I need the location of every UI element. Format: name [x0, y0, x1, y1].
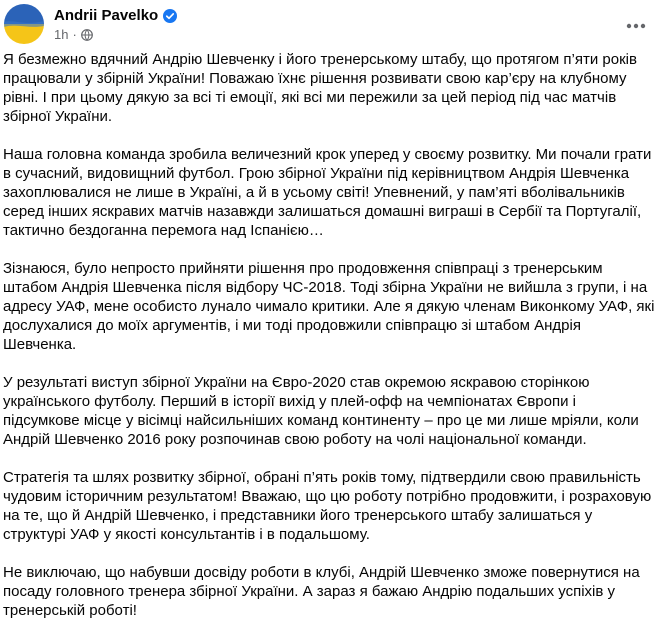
globe-icon[interactable]	[81, 29, 93, 41]
post-body	[3, 50, 655, 639]
post-timestamp[interactable]: 1h	[54, 27, 69, 42]
post-paragraph: Стратегія та шлях розвитку збірної, обрані п’ять років тому, підтвердили свою правильність чудовим історичним результатом! Вважаю, що цю роботу потрібно продовжити, і розраховую на те, що й Андрій Шевченко, і представники його тренерського штабу залишаться у структурі УАФ у якості консультантів і в подальшому.	[3, 469, 652, 543]
post-header	[0, 0, 660, 48]
ukraine-flag-avatar-icon	[4, 4, 44, 44]
post-paragraph: Я безмежно вдячний Андрію Шевченку і його тренерському штабу, що протягом п’яти років працювали у збірній України! Поважаю їхнє рішення розвивати свою кар’єру на клубному рівні. І при цьому дякую за всі ті емоції, які всі ми пережили за цей період під час матчів збірної України.	[3, 51, 637, 125]
more-options-button[interactable]	[618, 8, 654, 44]
avatar[interactable]	[4, 4, 44, 44]
author-name-link[interactable]	[54, 6, 177, 25]
meta-separator: ·	[72, 27, 77, 42]
post-paragraph: Наша головна команда зробила величезний крок уперед у своєму розвитку. Ми почали грати в сучасний, видовищний футбол. Грою збірної України під керівництвом Андрія Шевченка захоплювалися не лише в Україні, а й в усьому світі! Упевнений, у пам’яті вболівальників серед інших яскравих матчів назавжди залишаться домашні виграші в Сербії та Португалії, тактично бездоганна перемога над Іспанією…	[3, 146, 652, 239]
post-paragraph: Зізнаюся, було непросто прийняти рішення про продовження співпраці з тренерським штабом Андрія Шевченка після відбору ЧС-2018. Тоді збірна України не вийшла з групи, і на адресу УАФ, мене особисто лунало чимало критики. Але я дякую членам Виконкому УАФ, які дослухалися до моїх аргументів, і ми тоді продовжили співпрацю зі штабом Андрія Шевченка.	[3, 260, 655, 353]
more-horizontal-icon	[626, 23, 646, 29]
post-paragraph: У результаті виступ збірної України на Євро-2020 став окремою яскравою сторінкою українського футболу. Перший в історії вихід у плей-офф на чемпіонатах Європи і підсумкове місце у вісімці найсильніших команд континенту – про це ми лише мріяли, коли Андрій Шевченко 2016 року розпочинав свою роботу на чолі національної команди.	[3, 374, 639, 448]
post-meta	[54, 27, 93, 43]
verified-badge-icon	[163, 9, 177, 23]
author-name[interactable]: Andrii Pavelko	[54, 7, 159, 24]
post-paragraph: Не виключаю, що набувши досвіду роботи в клубі, Андрій Шевченко зможе повернутися на посаду головного тренера збірної України. А зараз я бажаю Андрію подальших успіхів у тренерській роботі!	[3, 564, 640, 619]
